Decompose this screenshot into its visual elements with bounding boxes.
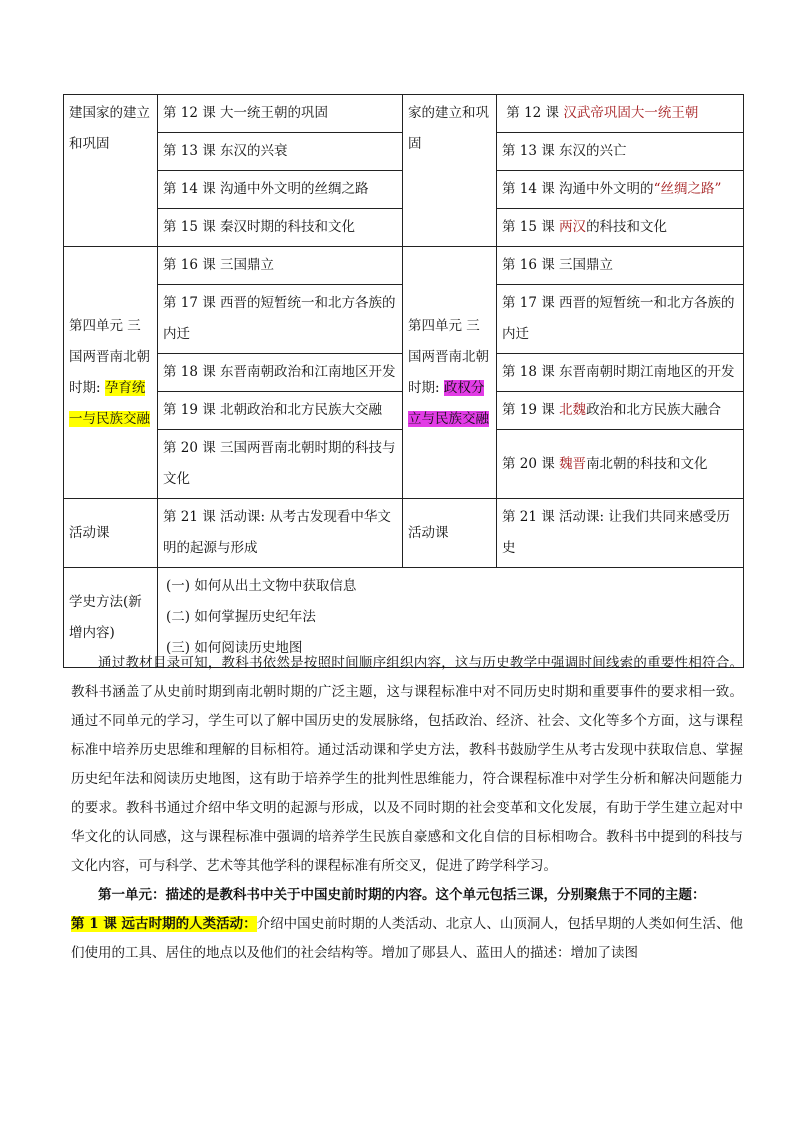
- old-lesson-cell: 第 18 课 东晋南朝政治和江南地区开发: [158, 354, 403, 392]
- method-item: (三) 如何阅读历史地图: [166, 640, 303, 656]
- lesson-one-text: 介绍中国史前时期的人类活动、北京人、山顶洞人，包括早期的人类如何生活、他们使用的工具、居住的地点以及他们的社会结构等。增加了郧县人、蓝田人的描述：增加了读图: [71, 916, 744, 961]
- lesson-text: 的科技和文化: [586, 219, 668, 235]
- changed-text: 北魏: [559, 402, 587, 418]
- new-lesson-cell: 第 13 课 东汉的兴亡: [497, 133, 744, 171]
- new-unit-cell: 家的建立和巩固: [403, 95, 497, 247]
- new-lesson-cell: [497, 171, 744, 209]
- method-item: (二) 如何掌握历史纪年法: [166, 609, 316, 625]
- changed-title: 汉武帝巩固大一统王朝: [563, 105, 699, 121]
- method-label-cell: 学史方法(新增内容): [64, 568, 158, 668]
- lesson-one-title: 第 1 课 远古时期的人类活动：: [71, 916, 257, 932]
- body-text: [71, 649, 743, 968]
- new-unit-cell: [403, 247, 497, 499]
- unit-one-heading: 第一单元：描述的是教科书中关于中国史前时期的内容。这个单元包括三课，分别聚焦于不同的主题：: [98, 887, 706, 903]
- new-lesson-cell: [497, 392, 744, 430]
- old-lesson-cell: 第 20 课 三国两晋南北朝时期的科技与文化: [158, 430, 403, 499]
- lesson-text: 南北朝的科技和文化: [586, 455, 708, 472]
- new-unit-cell: 活动课: [403, 499, 497, 568]
- lesson-text: 第 19 课: [502, 402, 560, 418]
- lesson-one-paragraph: [71, 910, 743, 968]
- new-lesson-cell: 第 17 课 西晋的短暂统一和北方各族的内迁: [497, 285, 744, 354]
- new-lesson-cell: 第 18 课 东晋南朝时期江南地区的开发: [497, 354, 744, 392]
- highlighted-theme: 政权分立与民族交融: [408, 379, 489, 427]
- old-unit-cell: 建国家的建立和巩固: [64, 95, 158, 247]
- lesson-text: 政治和北方民族大融合: [586, 402, 722, 418]
- unit-title: 第四单元 三国两晋南北朝时期:: [69, 317, 150, 396]
- old-unit-cell: 活动课: [64, 499, 158, 568]
- comparison-table: [63, 94, 744, 668]
- highlighted-theme: 孕育统一与民族交融: [69, 379, 150, 427]
- new-lesson-cell: 第 21 课 活动课: 让我们共同来感受历史: [497, 499, 744, 568]
- old-lesson-cell: 第 15 课 秦汉时期的科技和文化: [158, 209, 403, 247]
- new-lesson-cell: [497, 209, 744, 247]
- analysis-paragraph: 通过教材目录可知，教科书依然是按照时间顺序组织内容，这与历史教学中强调时间线索的重要性相符合。教科书涵盖了从史前时期到南北朝时期的广泛主题，这与课程标准中对不同历史时期和重要事件的要求相一致。通过不同单元的学习，学生可以了解中国历史的发展脉络，包括政治、经济、社会、文化等多个方面，这与课程标准中培养历史思维和理解的目标相符。通过活动课和学史方法，教科书鼓励学生从考古发现中获取信息、掌握历史纪年法和阅读历史地图，这有助于培养学生的批判性思维能力，符合课程标准中对学生分析和解决问题能力的要求。教科书通过介绍中华文明的起源与形成，以及不同时期的社会变革和文化发展，有助于学生建立起对中华文化的认同感，这与课程标准中强调的培养学生民族自豪感和文化自信的目标相吻合。教科书中提到的科技与文化内容，可与科学、艺术等其他学科的课程标准有所交叉，促进了跨学科学习。: [71, 655, 743, 874]
- old-unit-cell: [64, 247, 158, 499]
- lesson-text: 第 14 课 沟通中外文明的: [502, 181, 654, 197]
- changed-text: “丝绸之路”: [653, 181, 722, 197]
- old-lesson-cell: 第 12 课 大一统王朝的巩固: [158, 95, 403, 133]
- changed-text: 两汉: [559, 219, 587, 235]
- new-lesson-cell: [497, 95, 744, 133]
- changed-text: 魏晋: [559, 455, 587, 472]
- new-lesson-cell: [497, 430, 744, 499]
- table-row: [64, 247, 744, 285]
- lesson-number: 第 12 课: [506, 105, 564, 121]
- lesson-text: 第 20 课: [502, 455, 560, 472]
- table-row: [64, 95, 744, 133]
- old-lesson-cell: 第 13 课 东汉的兴衰: [158, 133, 403, 171]
- old-lesson-cell: 第 14 课 沟通中外文明的丝绸之路: [158, 171, 403, 209]
- new-lesson-cell: 第 16 课 三国鼎立: [497, 247, 744, 285]
- unit-title: 第四单元 三国两晋南北朝时期:: [408, 317, 489, 396]
- old-lesson-cell: 第 17 课 西晋的短暂统一和北方各族的内迁: [158, 285, 403, 354]
- lesson-text: 第 15 课: [502, 219, 560, 235]
- method-item: (一) 如何从出土文物中获取信息: [166, 578, 357, 594]
- old-lesson-cell: 第 16 课 三国鼎立: [158, 247, 403, 285]
- table-row: [64, 499, 744, 568]
- old-lesson-cell: 第 19 课 北朝政治和北方民族大交融: [158, 392, 403, 430]
- old-lesson-cell: 第 21 课 活动课: 从考古发现看中华文明的起源与形成: [158, 499, 403, 568]
